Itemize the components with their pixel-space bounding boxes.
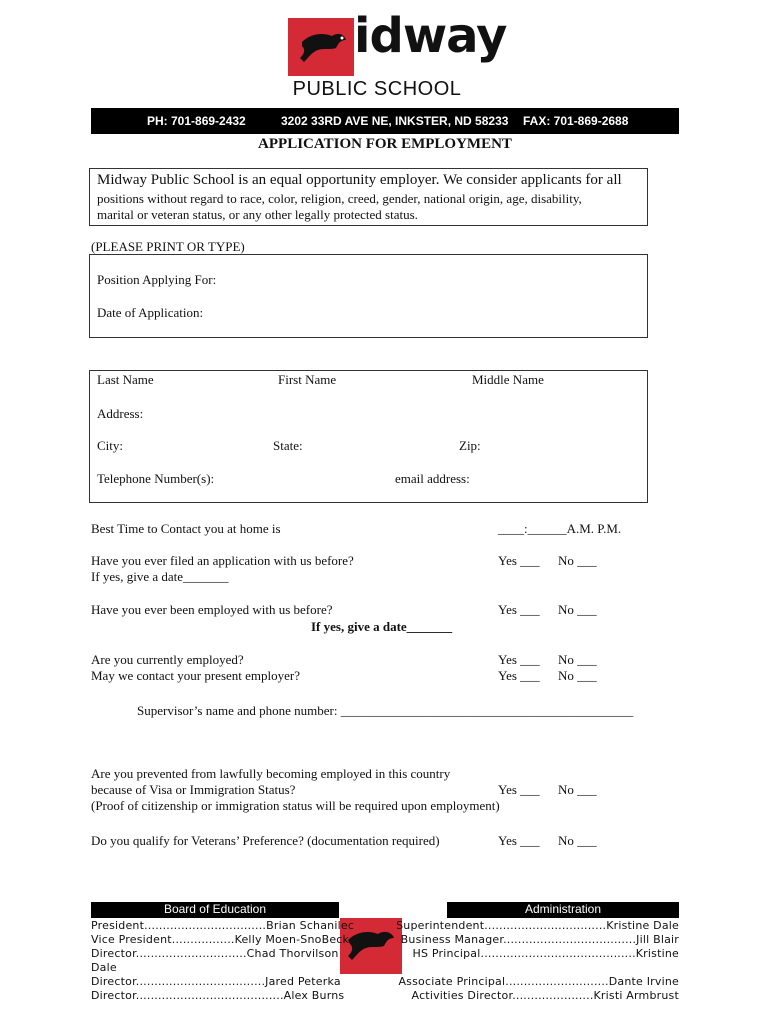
board-member: Director........................................Alex Burns bbox=[91, 989, 345, 1002]
filed-date-line[interactable]: If yes, give a date_______ bbox=[91, 569, 229, 584]
zip-label[interactable]: Zip: bbox=[459, 438, 481, 453]
board-member: Dale bbox=[91, 961, 117, 974]
employed-no[interactable]: No ___ bbox=[558, 602, 597, 617]
best-time-question: Best Time to Contact you at home is bbox=[91, 521, 281, 536]
admin-member: Superintendent.................................Kristine Dale bbox=[396, 919, 679, 932]
fax-number: FAX: 701-869-2688 bbox=[523, 114, 629, 128]
eeo-line-1: Midway Public School is an equal opportunity employer. We consider applicants for all bbox=[97, 172, 622, 188]
admin-member: Business Manager....................................Jill Blair bbox=[400, 933, 679, 946]
board-member: Director..............................Chad Thorvilson bbox=[91, 947, 339, 960]
prevented-question-3: (Proof of citizenship or immigration status will be required upon employment) bbox=[91, 798, 500, 813]
school-logo bbox=[288, 8, 507, 104]
logo-m-mustang-icon bbox=[288, 18, 354, 76]
employed-yes[interactable]: Yes ___ bbox=[498, 602, 540, 617]
employed-date-line[interactable]: If yes, give a date_______ bbox=[311, 619, 453, 634]
contact-yes[interactable]: Yes ___ bbox=[498, 668, 540, 683]
personal-info-box bbox=[89, 370, 648, 503]
veterans-no[interactable]: No ___ bbox=[558, 833, 597, 848]
employed-before-question: Have you ever been employed with us before? bbox=[91, 602, 333, 617]
middle-name-label[interactable]: Middle Name bbox=[472, 372, 544, 387]
page-title: APPLICATION FOR EMPLOYMENT bbox=[258, 136, 512, 152]
best-time-answer[interactable]: ____:______A.M. P.M. bbox=[498, 521, 622, 536]
current-no[interactable]: No ___ bbox=[558, 652, 597, 667]
admin-member: HS Principal..........................................Kristine bbox=[412, 947, 679, 960]
admin-member: Activities Director......................Kristi Armbrust bbox=[411, 989, 679, 1002]
telephone-label[interactable]: Telephone Number(s): bbox=[97, 471, 215, 486]
prevented-no[interactable]: No ___ bbox=[558, 782, 597, 797]
prevented-question-1: Are you prevented from lawfully becoming employed in this country bbox=[91, 766, 451, 781]
board-member: Vice President.................Kelly Moen-SnoBeck bbox=[91, 933, 350, 946]
filed-yes[interactable]: Yes ___ bbox=[498, 553, 540, 568]
phone-number: PH: 701-869-2432 bbox=[147, 114, 246, 128]
board-title-bar: Board of Education bbox=[91, 902, 339, 918]
contact-employer-question: May we contact your present employer? bbox=[91, 668, 301, 683]
first-name-label[interactable]: First Name bbox=[278, 372, 337, 387]
city-label[interactable]: City: bbox=[97, 438, 124, 453]
state-label[interactable]: State: bbox=[273, 438, 303, 453]
eeo-line-2: positions without regard to race, color, religion, creed, gender, national origin, age, disability, bbox=[97, 191, 582, 206]
supervisor-line[interactable]: Supervisor’s name and phone number: _____________________________________________ bbox=[137, 703, 634, 718]
print-note: (PLEASE PRINT OR TYPE) bbox=[91, 239, 245, 254]
school-address: 3202 33RD AVE NE, INKSTER, ND 58233 bbox=[281, 114, 509, 128]
contact-bar bbox=[91, 108, 679, 134]
position-applying-label[interactable]: Position Applying For: bbox=[97, 272, 217, 287]
currently-employed-question: Are you currently employed? bbox=[91, 652, 244, 667]
contact-no[interactable]: No ___ bbox=[558, 668, 597, 683]
address-label[interactable]: Address: bbox=[97, 406, 144, 421]
veterans-question: Do you qualify for Veterans’ Preference? (documentation required) bbox=[91, 833, 440, 848]
veterans-yes[interactable]: Yes ___ bbox=[498, 833, 540, 848]
prevented-yes[interactable]: Yes ___ bbox=[498, 782, 540, 797]
eeo-line-3: marital or veteran status, or any other legally protected status. bbox=[97, 207, 418, 222]
board-member: Director...................................Jared Peterka bbox=[91, 975, 341, 988]
filed-no[interactable]: No ___ bbox=[558, 553, 597, 568]
logo-subtitle: PUBLIC SCHOOL bbox=[292, 78, 462, 100]
current-yes[interactable]: Yes ___ bbox=[498, 652, 540, 667]
board-member: President.................................Brian Schanilec bbox=[91, 919, 355, 932]
date-of-application-label[interactable]: Date of Application: bbox=[97, 305, 204, 320]
logo-word: idway bbox=[354, 8, 507, 64]
last-name-label[interactable]: Last Name bbox=[97, 372, 154, 387]
filed-before-question: Have you ever filed an application with us before? bbox=[91, 553, 354, 568]
position-box bbox=[89, 254, 648, 338]
eeo-statement-box bbox=[89, 168, 648, 226]
prevented-question-2: because of Visa or Immigration Status? bbox=[91, 782, 296, 797]
email-label[interactable]: email address: bbox=[395, 471, 470, 486]
admin-title-bar: Administration bbox=[447, 902, 679, 918]
admin-member: Associate Principal............................Dante Irvine bbox=[398, 975, 679, 988]
